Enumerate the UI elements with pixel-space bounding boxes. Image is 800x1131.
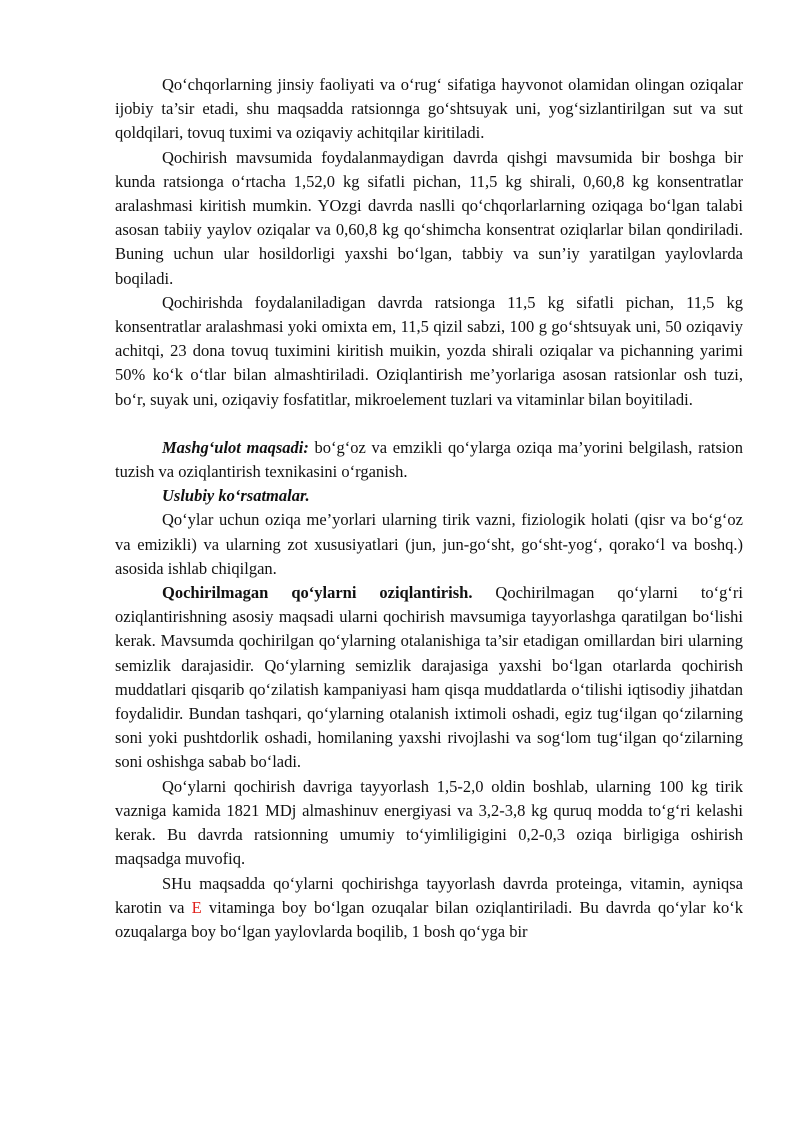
paragraph-feed-norms: Qo‘ylar uchun oziqa me’yorlari ularning tirik vazni, fiziologik holati (qisr va bo‘g‘oz va emizikli) va ularning zot xususiyatlari (jun, jun-go‘sht, go‘sht-yog‘, qorako‘l va boshq.) asosida ishlab chiqilgan. <box>115 510 743 578</box>
paragraph-gap <box>115 412 743 436</box>
paragraph-lesson-goal <box>115 436 743 484</box>
unbred-ewes-text: Qochirilmagan qo‘ylarni to‘g‘ri oziqlantirishning asosiy maqsadi ularni qochirish mavsumiga tayyorlashga qaratilgan bo‘lishi kerak. Mavsumda qochirilgan qo‘ylarning otalanishiga ta’sir etadigan omillardan biri ularning semizlik darajasidir. Qo‘ylarning semizlik darajasiga yaxshi bo‘lgan otarlarda qochirish muddatlari qisqarib qo‘zilatish kampaniyasi ham qisqa muddatlarda o‘tilishi iqtisodiy jihatdan foydalidir. Bundan tashqari, qo‘ylarning otalanish ixtimoli oshadi, egiz tug‘ilgan qo‘zilarning soni yoki pushtdorlik oshadi, homilaning yaxshi rivojlashi va sog‘lom tug‘ilgan qo‘zilarning soni oshishga sabab bo‘ladi. <box>115 583 743 772</box>
protein-vitamins-text-b: vitaminga boy bo‘lgan ozuqalar bilan oziqlantiriladi. Bu davrda qo‘ylar ko‘k ozuqalarga boy bo‘lgan yaylovlarda boqilib, 1 bosh qo‘yga bir <box>115 897 743 941</box>
vitamin-e-highlight: E <box>191 897 202 917</box>
paragraph-non-breeding-period: Qochirish mavsumida foydalanmaydigan davrda qishgi mavsumida bir boshga bir kunda ratsionga o‘rtacha 1,52,0 kg sifatli pichan, 11,5 kg shirali, 0,60,8 kg konsentratlar aralashmasi kiritish mumkin. YOzgi davrda naslli qo‘chqorlarlarning oziqaga bo‘lgan talabi asosan tabiiy yaylov oziqalar va 0,60,8 kg qo‘shimcha konsentrat oziqlarlar bilan qondiriladi. Buning uchun ular hosildorligi yaxshi bo‘lgan, tabbiy va sun’iy yaratilgan yaylovlarda boqiladi. <box>115 147 743 288</box>
paragraph-rams-feeding: Qo‘chqorlarning jinsiy faoliyati va o‘rug‘ sifatiga hayvonot olamidan olingan oziqalar ijobiy ta’sir etadi, shu maqsadda ratsionnga go‘shtsuyak uni, yog‘sizlantirilgan sut va sut qoldqilari, tovuq tuximi va oziqaviy achitqilar kiritiladi. <box>115 75 743 143</box>
method-heading: Uslubiy ko‘rsatmalar. <box>162 486 310 506</box>
paragraph-preparation: Qo‘ylarni qochirish davriga tayyorlash 1,5-2,0 oldin boshlab, ularning 100 kg tirik vazniga kamida 1821 MDj almashinuv energiyasi va 3,2-3,8 kg quruq modda to‘g‘ri kelashi kerak. Bu davrda ratsionning umumiy to‘yimliligigini 0,2-0,3 oziqa birligiga oshirish maqsadga muvofiq. <box>115 776 743 869</box>
unbred-ewes-heading: Qochirilmagan qo‘ylarni oziqlantirish. <box>162 583 473 603</box>
lesson-goal-text: bo‘g‘oz va emzikli qo‘ylarga oziqa ma’yorini belgilash, ratsion tuzish va oziqlantirish texnikasini o‘rganish. <box>115 437 743 482</box>
paragraph-method-heading <box>115 484 743 508</box>
paragraph-breeding-period: Qochirishda foydalaniladigan davrda ratsionga 11,5 kg sifatli pichan, 11,5 kg konsentratlar aralashmasi yoki omixta em, 11,5 qizil sabzi, 100 g go‘shtsuyak uni, 50 oziqaviy achitqi, 23 dona tovuq tuximini kiritish muikin, yozda shirali oziqalar va pichanning yarimi 50% ko‘k o‘tlar bilan almashtiriladi. Oziqlantirish me’yorlariga asosan ratsionlar osh tuzi, bo‘r, suyak uni, oziqaviy fosfatitlar, mikroelement tuzlari va vitaminlar bilan boyitiladi. <box>115 292 743 409</box>
protein-vitamins-text-a: SHu maqsadda qo‘ylarni qochirishga tayyorlash davrda proteinga, vitamin, ayniqsa karotin va <box>115 873 743 917</box>
paragraph-protein-vitamins <box>115 872 743 945</box>
lesson-goal-label: Mashg‘ulot maqsadi: <box>162 437 309 457</box>
paragraph-unbred-ewes <box>115 581 743 775</box>
